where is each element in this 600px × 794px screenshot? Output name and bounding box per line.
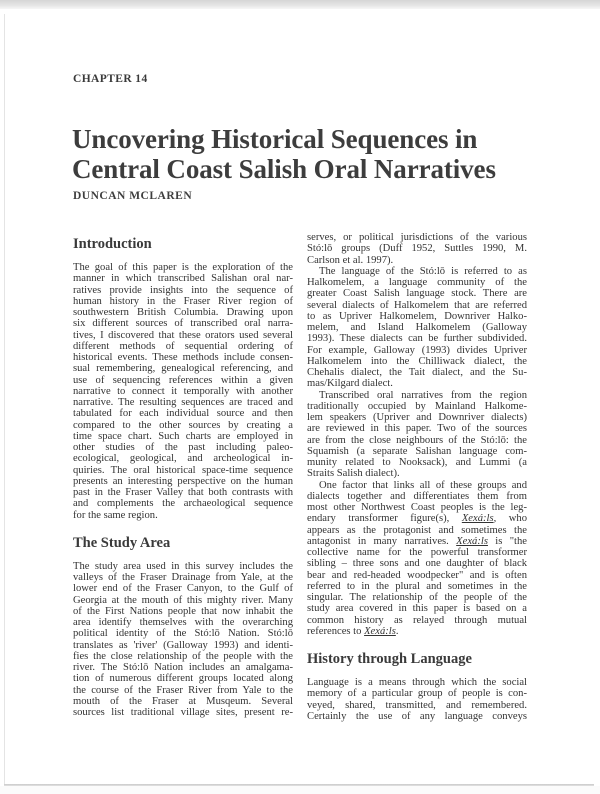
text-line: political identity of the Stó:lō Nation. Stó:lō — [73, 628, 293, 640]
text-line: to as Upriver Halkomelem, Downriver Halko- — [307, 310, 527, 322]
text-line: references to Xexá:ls. — [307, 625, 399, 637]
text-line: The study area used in this survey includes the — [73, 560, 293, 572]
text-line: tives, I discovered that these orators used several — [73, 329, 293, 341]
text-line: of the First Nations people that now inhabit the — [73, 605, 293, 617]
text-line: several dialects of Halkomelem that are referred — [307, 299, 527, 311]
heading-introduction: Introduction — [73, 236, 152, 252]
text-line: ecological, geological, and archeological in- — [73, 453, 293, 465]
text-line: lower end of the Fraser Canyon, to the Gulf of — [73, 583, 293, 595]
text-line: Transcribed oral narratives from the region — [319, 389, 527, 401]
text-line: other studies of the past including paleo- — [73, 442, 293, 453]
text-line: The goal of this paper is the exploration of the — [73, 262, 293, 273]
text-line: antagonist in many narratives. Xexá:ls is "the — [307, 535, 527, 547]
text-line: narrative. The resulting sequences are traced and — [73, 397, 293, 408]
text-line: historical events. These methods include consen- — [73, 352, 293, 363]
chapter-title-line-2: Central Coast Salish Oral Narratives — [72, 154, 496, 184]
text-line: ratives provide insights into the sequence of — [73, 284, 293, 296]
study-area-paragraph — [73, 561, 293, 719]
text-line: southwestern British Columbia. Drawing upon — [73, 307, 293, 318]
text-line: collective name for the powerful transformer — [307, 547, 527, 558]
author-name: DUNCAN MCLAREN — [73, 190, 193, 202]
spacer — [307, 668, 527, 677]
text-line: Halkomelem, a language community of the — [307, 277, 527, 288]
text-line: lem speakers (Upriver and Downriver dialects) — [307, 412, 527, 423]
text-line: area identify themselves with the overarching — [73, 617, 293, 628]
text-line: sibling – three sons and one daughter of black — [307, 558, 527, 570]
text-line: river. The Stó:lō Nation includes an amalgama- — [73, 662, 293, 673]
text-line: most other Northwest Coast peoples is the leg- — [307, 502, 527, 513]
text-line: human history in the Fraser River region of — [73, 295, 293, 307]
text-line: narrative to connect it temporally with another — [73, 385, 293, 397]
text-line: Stó:lō groups (Duff 1952, Suttles 1990, M. — [307, 243, 527, 255]
text-line: use of sequencing references within a given — [73, 374, 293, 386]
spacer — [73, 552, 293, 561]
chapter-label: CHAPTER 14 — [73, 73, 148, 85]
text-line: tion of numerous different groups located along — [73, 673, 293, 685]
text-line: time space chart. Such charts are employed in — [73, 430, 293, 442]
text-line: One factor that links all of these groups and — [319, 479, 527, 491]
narratives-paragraph — [307, 390, 527, 480]
text-line: munity related to Nooksack), and Lummi (a — [307, 457, 527, 468]
text-line: greater Coast Salish language stock. There are — [307, 288, 527, 300]
text-line: referred to in the plural and sometimes in the — [307, 580, 527, 592]
left-column — [73, 235, 293, 718]
chapter-title — [72, 124, 542, 184]
text-line: Squamish (a separate Salishan language com- — [307, 445, 527, 457]
text-line: sual remembering, genealogical referencing, and — [73, 363, 293, 375]
spacer — [73, 253, 293, 262]
chapter-title-line-1: Uncovering Historical Sequences in — [72, 124, 478, 154]
text-line: serves, or political jurisdictions of the various — [307, 232, 527, 243]
spacer — [307, 637, 527, 650]
text-line: Certainly the use of any language conveys — [307, 710, 527, 722]
text-line: six different sources of transcribed oral narra- — [73, 318, 293, 330]
text-line: for the same region. — [73, 509, 158, 521]
text-line: translates as 'river' (Galloway 1993) and identi- — [73, 639, 293, 651]
text-line: mas/Kilgard dialect. — [307, 378, 393, 390]
language-paragraph — [307, 266, 527, 390]
text-line: manner in which transcribed Salishan oral nar- — [73, 273, 293, 285]
text-line: For example, Galloway (1993) divides Upriver — [307, 344, 527, 356]
text-line: Straits Salish dialect). — [307, 468, 400, 480]
scan-bottom-margin — [0, 786, 600, 794]
text-line: tabulated for each individual source and then — [73, 408, 293, 420]
text-line: compared to the other sources by creating a — [73, 419, 293, 431]
text-line: study area covered in this paper is based on a — [307, 603, 527, 615]
text-line: Carlson et al. 1997). — [307, 254, 394, 266]
text-line: sources list traditional village sites, present re- — [73, 707, 293, 718]
text-line: are reviewed in this paper. Two of the sources — [307, 423, 527, 435]
text-line: presents an interesting perspective on the human — [73, 475, 293, 487]
text-line: traditionally occupied by Mainland Halkome- — [307, 400, 527, 412]
text-line: Language is a means through which the social — [307, 677, 527, 688]
text-line: Georgia at the mouth of this mighty river. Many — [73, 594, 293, 606]
heading-history-through-language: History through Language — [307, 651, 472, 667]
text-line: veyed, shared, transmitted, and remembered. — [307, 699, 527, 711]
text-line: memory of a particular group of people is con- — [307, 688, 527, 700]
heading-study-area: The Study Area — [73, 534, 171, 551]
text-line: quiries. The oral historical space-time sequence — [73, 464, 293, 476]
text-line: 1993). These dialects can be further subdivided. — [307, 333, 527, 345]
text-line: singular. The relationship of the people of the — [307, 592, 527, 603]
text-line: mouth of the Fraser at Musqeum. Several — [73, 695, 293, 707]
text-line: bear and red-headed woodpecker" and is often — [307, 569, 527, 581]
text-line: The language of the Stó:lō is referred to as — [319, 265, 527, 277]
text-line: appears as the protagonist and sometimes the — [307, 524, 527, 536]
text-line: Chehalis dialect, the Tait dialect, and the Su- — [307, 367, 527, 378]
text-line: the course of the Fraser River from Yale to the — [73, 684, 293, 696]
text-line: past in the Fraser Valley that both contrasts with — [73, 487, 293, 498]
transformer-term: Xexá:ls — [364, 625, 396, 637]
transformer-term: Xexá:ls — [456, 535, 488, 547]
text-line: fies the close relationship of the people with the — [73, 650, 293, 662]
text-line: Halkomelem into the Chilliwack dialect, the — [307, 355, 527, 367]
introduction-paragraph — [73, 262, 293, 521]
text-line: valleys of the Fraser Drainage from Yale, at the — [73, 572, 293, 583]
text-line: endary transformer figure(s), Xexá:ls, who — [307, 513, 527, 525]
text-line: common history as relayed through mutual — [307, 614, 527, 626]
text-line: are from the close neighbours of the Stó:lō: the — [307, 434, 527, 446]
text-line: different methods of sequential ordering of — [73, 340, 293, 352]
spacer — [73, 521, 293, 534]
transformer-paragraph — [307, 480, 527, 638]
history-language-paragraph — [307, 677, 527, 722]
text-line: dialects together and differentiates them from — [307, 490, 527, 502]
text-line: melem, and Island Halkomelem (Galloway — [307, 322, 527, 333]
transformer-term: Xexá:ls — [461, 513, 494, 525]
right-column — [307, 232, 527, 722]
study-area-continuation-paragraph — [307, 232, 527, 266]
text-line: and complements the archaeological sequence — [73, 498, 293, 510]
